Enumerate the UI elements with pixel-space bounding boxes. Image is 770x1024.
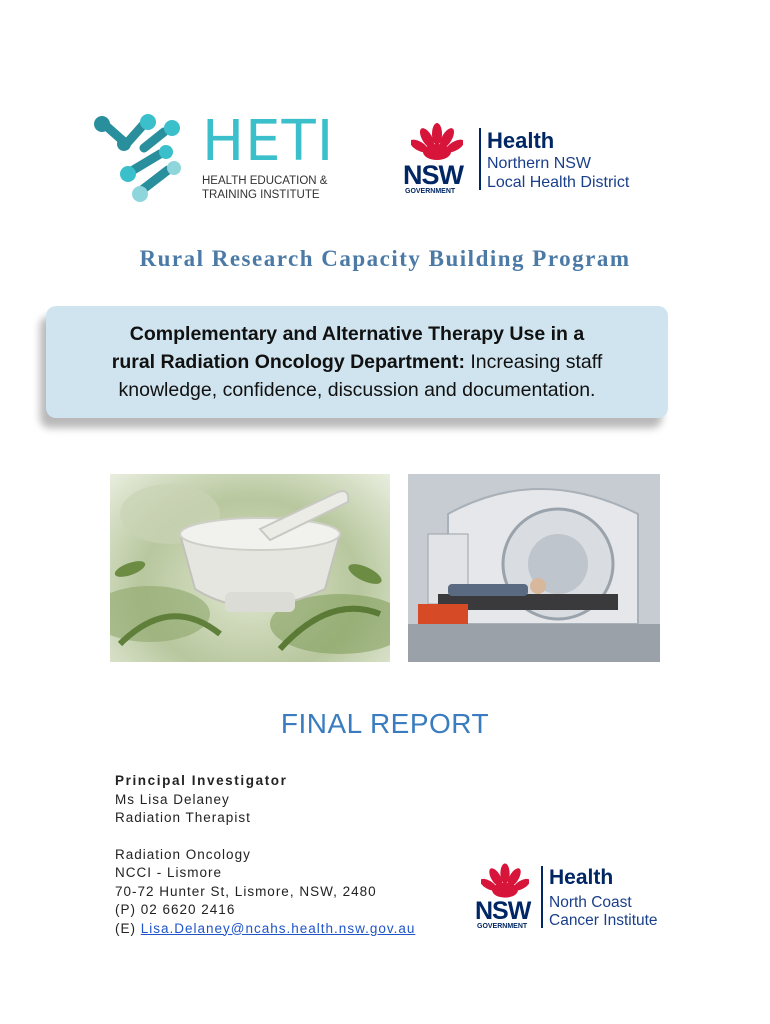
district-line1: Northern NSW bbox=[487, 155, 592, 172]
report-title-line1: Complementary and Alternative Therapy Use in a bbox=[129, 323, 585, 345]
waratah-icon bbox=[411, 122, 463, 162]
program-title: Rural Research Capacity Building Program bbox=[139, 246, 631, 271]
report-title-line2-bold: rural Radiation Oncology Department: bbox=[111, 351, 465, 373]
report-title-line2-rest: Increasing staff bbox=[464, 351, 603, 373]
heti-molecule-icon bbox=[92, 112, 192, 204]
heti-wordmark: HETI bbox=[202, 109, 335, 174]
investigator-heading: Principal Investigator bbox=[115, 773, 288, 788]
investigator-phone: (P) 02 6620 2416 bbox=[115, 902, 236, 917]
final-report-heading: FINAL REPORT bbox=[280, 708, 490, 739]
logo-divider bbox=[479, 128, 481, 190]
nsw-wordmark: NSW bbox=[475, 897, 531, 925]
nsw-health-lhd-logo bbox=[403, 122, 673, 197]
email-prefix: (E) bbox=[115, 920, 141, 936]
herbs-photo bbox=[110, 474, 390, 662]
radiation-machine-icon bbox=[408, 474, 660, 662]
investigator-address: 70-72 Hunter St, Lismore, NSW, 2480 bbox=[115, 883, 377, 899]
heti-logo bbox=[92, 109, 352, 207]
nsw-government-text: GOVERNMENT bbox=[477, 923, 528, 930]
health-label: Health bbox=[549, 866, 614, 889]
investigator-role: Radiation Therapist bbox=[115, 810, 251, 825]
report-title-line2 bbox=[46, 348, 668, 376]
nsw-wordmark: NSW bbox=[403, 160, 463, 190]
nsw-government-text: GOVERNMENT bbox=[405, 188, 456, 195]
email-link[interactable]: Lisa.Delaney@ncahs.health.nsw.gov.au bbox=[140, 920, 416, 936]
investigator-department: Radiation Oncology bbox=[115, 846, 251, 862]
investigator-block bbox=[115, 772, 415, 938]
heti-subtitle bbox=[202, 174, 327, 202]
report-title-box bbox=[46, 306, 668, 418]
district-line2: Local Health District bbox=[487, 174, 630, 191]
health-label: Health bbox=[487, 128, 555, 153]
investigator-email-line bbox=[115, 920, 415, 939]
report-title-line3: knowledge, confidence, discussion and documentation. bbox=[118, 379, 596, 401]
investigator-org: NCCI - Lismore bbox=[115, 865, 223, 880]
logo-divider bbox=[541, 866, 543, 928]
institute-line2: Cancer Institute bbox=[549, 912, 658, 929]
nsw-health-ncci-logo bbox=[475, 862, 675, 932]
waratah-icon bbox=[481, 862, 529, 900]
mortar-pestle-icon bbox=[110, 474, 390, 662]
investigator-name: Ms Lisa Delaney bbox=[115, 791, 230, 807]
heti-subtitle-line1: HEALTH EDUCATION & bbox=[202, 175, 328, 187]
heti-subtitle-line2: TRAINING INSTITUTE bbox=[202, 189, 320, 201]
institute-line1: North Coast bbox=[549, 894, 632, 911]
linac-photo bbox=[408, 474, 660, 662]
